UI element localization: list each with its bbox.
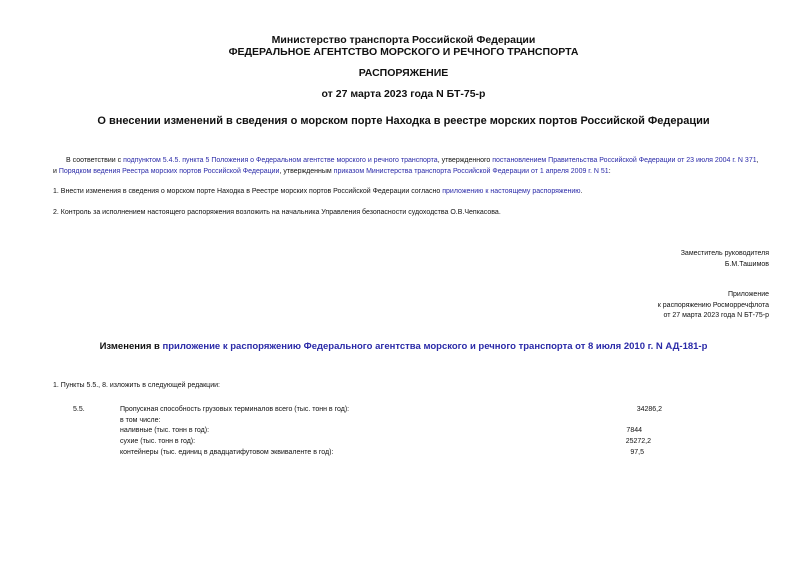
document-type: РАСПОРЯЖЕНИЕ — [358, 67, 449, 79]
table-row-label: сухие (тыс. тонн в год): — [120, 438, 196, 445]
changes-title — [0, 341, 807, 352]
link-appendix[interactable]: приложению к настоящему распоряжению — [442, 188, 581, 195]
table-row-label: наливные (тыс. тонн в год): — [120, 427, 210, 434]
link-government-decree[interactable]: постановлением Правительства Российской Федерации от 23 июля 2004 г. N 371 — [492, 157, 757, 164]
item-1 — [53, 188, 582, 195]
preamble-text: , — [756, 157, 759, 164]
item-1-text: 1. Внести изменения в сведения о морском порте Находка в Реестре морских портов Российской Федерации согласно — [53, 188, 443, 195]
table-item-number: 5.5. — [73, 406, 85, 413]
table-row-value: 7844 — [626, 427, 642, 434]
preamble-text: В соответствии с — [66, 157, 124, 164]
table-row-label: в том числе: — [120, 417, 161, 424]
preamble-text: : — [608, 168, 611, 175]
preamble-line-2 — [53, 168, 611, 175]
changes-intro: 1. Пункты 5.5., 8. изложить в следующей редакции: — [53, 382, 220, 389]
document-date-number: от 27 марта 2023 года N БТ-75-р — [321, 88, 486, 100]
item-2: 2. Контроль за исполнением настоящего распоряжения возложить на начальника Управления безопасности судоходства О.В.Чепкасова. — [53, 209, 501, 216]
appendix-date: от 27 марта 2023 года N БТ-75-р — [663, 312, 769, 319]
link-regulation-clause[interactable]: подпунктом 5.4.5. пункта 5 Положения о Федеральном агентстве морского и речного транспорта — [123, 157, 438, 164]
table-row-value: 97,5 — [630, 449, 644, 456]
link-ports-registry-procedure[interactable]: Порядком ведения Реестра морских портов Российской Федерации — [58, 168, 280, 175]
document-title: О внесении изменений в сведения о морском порте Находка в реестре морских портов Российской Федерации — [97, 115, 710, 127]
appendix-label: Приложение — [727, 291, 769, 298]
changes-title-prefix: Изменения в — [99, 341, 163, 352]
agency-name: ФЕДЕРАЛЬНОЕ АГЕНТСТВО МОРСКОГО И РЕЧНОГО ТРАНСПОРТА — [228, 46, 579, 58]
preamble-text: , утвержденного — [437, 157, 493, 164]
link-ministry-order[interactable]: приказом Министерства транспорта Российской Федерации от 1 апреля 2009 г. N 51 — [333, 168, 609, 175]
link-changes-appendix[interactable]: приложение к распоряжению Федерального агентства морского и речного транспорта от 8 июля 2010 г. N АД-181-р — [162, 341, 708, 352]
signature-position: Заместитель руководителя — [680, 250, 769, 257]
signature-name: Б.М.Ташимов — [724, 261, 769, 268]
item-1-end: . — [580, 188, 583, 195]
preamble-text: и — [53, 168, 59, 175]
preamble-line-1 — [66, 157, 759, 164]
appendix-to: к распоряжению Росморречфлота — [657, 302, 769, 309]
table-row-label: контейнеры (тыс. единиц в двадцатифутовом эквиваленте в год): — [120, 449, 334, 456]
table-row-label: Пропускная способность грузовых терминалов всего (тыс. тонн в год): — [120, 406, 350, 413]
ministry-name: Министерство транспорта Российской Федерации — [271, 34, 536, 46]
preamble-text: , утвержденным — [279, 168, 334, 175]
table-row-value: 34286,2 — [636, 406, 662, 413]
table-row-value: 25272,2 — [625, 438, 651, 445]
